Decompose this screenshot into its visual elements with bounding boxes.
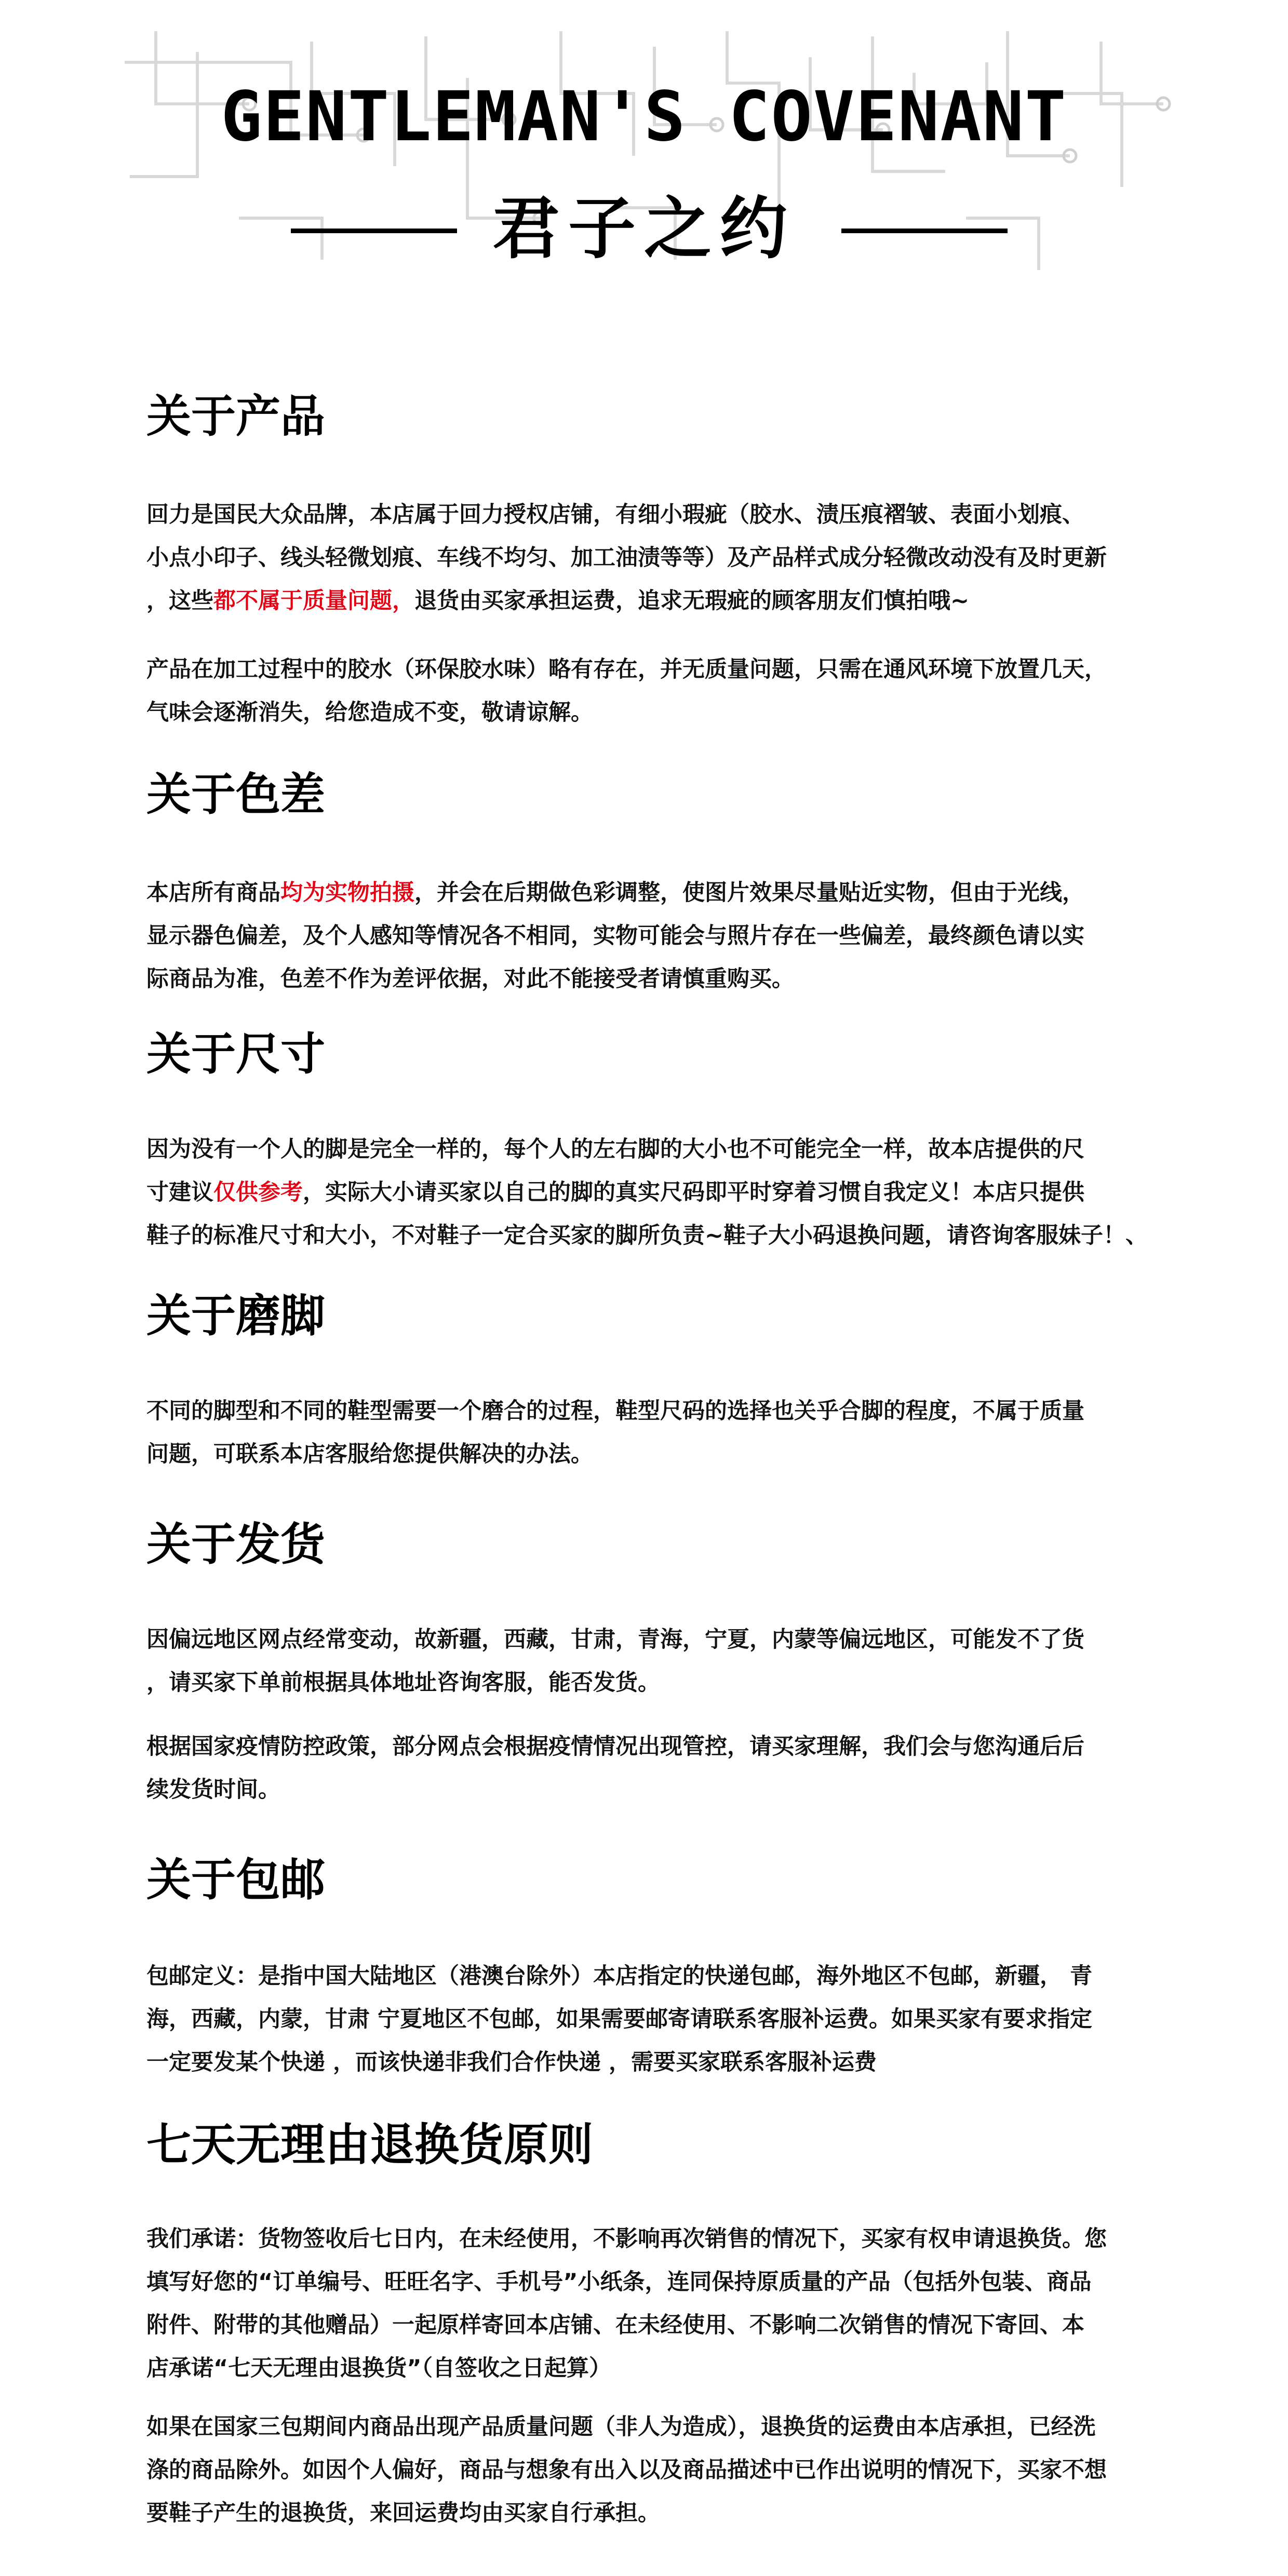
- text-line: 海，西藏，内蒙，甘肃 宁夏地区不包邮，如果需要邮寄请联系客服补运费。如果买家有要求指定: [146, 2006, 1092, 2032]
- text-line: ，请买家下单前根据具体地址咨询客服，能否发货。: [146, 1670, 660, 1696]
- heading-returns: 七天无理由退换货原则: [146, 2119, 593, 2171]
- paragraph-color: [146, 871, 1154, 1001]
- heading-shipping: 关于发货: [146, 1519, 325, 1571]
- text-segment: ，并会在后期做色彩调整，使图片效果尽量贴近实物，但由于光线，: [414, 880, 1084, 906]
- text-line: 小点小印子、线头轻微划痕、车线不均匀、加工油渍等等）及产品样式成分轻微改动没有及时更新: [146, 545, 1107, 571]
- page-subtitle: 君子之约: [492, 189, 796, 268]
- highlight-text: 仅供参考: [213, 1179, 303, 1205]
- text-line: 显示器色偏差，及个人感知等情况各不相同，实物可能会与照片存在一些偏差，最终颜色请以实: [146, 923, 1084, 949]
- page-title: GENTLEMAN'S COVENANT: [221, 77, 1067, 157]
- heading-product: 关于产品: [146, 391, 325, 442]
- text-line: 一定要发某个快递 ，而该快递非我们合作快递 ，需要买家联系客服补运费: [146, 2049, 877, 2075]
- text-line: 气味会逐渐消失，给您造成不变，敬请谅解。: [146, 700, 593, 726]
- text-line: 因为没有一个人的脚是完全一样的，每个人的左右脚的大小也不可能完全一样，故本店提供的尺: [146, 1136, 1084, 1162]
- text-line: 回力是国民大众品牌，本店属于回力授权店铺，有细小瑕疵（胶水、渍压痕褶皱、表面小划痕、: [146, 502, 1084, 528]
- paragraph-shipping-remote: [146, 1618, 1154, 1705]
- paragraph-shipping-epidemic: [146, 1725, 1154, 1812]
- highlight-text: 均为实物拍摄: [280, 880, 414, 906]
- text-line: [146, 580, 1154, 623]
- heading-size: 关于尺寸: [146, 1028, 325, 1080]
- text-line: 填写好您的“订单编号、旺旺名字、手机号”小纸条，连同保持原质量的产品（包括外包装、商品: [146, 2269, 1092, 2295]
- text-line: 产品在加工过程中的胶水（环保胶水味）略有存在，并无质量问题，只需在通风环境下放置几天，: [146, 656, 1107, 682]
- text-line: 际商品为准，色差不作为差评依据，对此不能接受者请慎重购买。: [146, 966, 794, 992]
- paragraph-product-quality: [146, 493, 1154, 623]
- text-line: 包邮定义：是指中国大陆地区（港澳台除外）本店指定的快递包邮，海外地区不包邮，新疆， 青: [146, 1963, 1092, 1989]
- heading-free-shipping: 关于包邮: [146, 1854, 325, 1906]
- text-line: 要鞋子产生的退换货，来回运费均由买家自行承担。: [146, 2500, 660, 2526]
- text-line: 续发货时间。: [146, 1777, 280, 1803]
- text-line: 我们承诺：货物签收后七日内，在未经使用，不影响再次销售的情况下，买家有权申请退换货。您: [146, 2226, 1107, 2252]
- text-segment: 本店所有商品: [146, 880, 280, 906]
- text-line: 店承诺“七天无理由退换货”（自签收之日起算）: [146, 2355, 612, 2381]
- text-line: 涤的商品除外。如因个人偏好，商品与想象有出入以及商品描述中已作出说明的情况下，买家不想: [146, 2457, 1107, 2483]
- subtitle-divider-right: [841, 229, 1008, 233]
- heading-color: 关于色差: [146, 769, 325, 821]
- paragraph-returns-promise: [146, 2218, 1154, 2390]
- text-line: [146, 871, 1154, 915]
- text-line: 不同的脚型和不同的鞋型需要一个磨合的过程，鞋型尺码的选择也关乎合脚的程度，不属于质量: [146, 1398, 1084, 1424]
- text-line: 附件、附带的其他赠品）一起原样寄回本店铺、在未经使用、不影响二次销售的情况下寄回、本: [146, 2312, 1084, 2338]
- text-line: 问题，可联系本店客服给您提供解决的办法。: [146, 1441, 593, 1467]
- paragraph-product-glue: [146, 648, 1154, 734]
- text-line: [146, 1171, 1154, 1214]
- text-segment: ，实际大小请买家以自己的脚的真实尺码即平时穿着习惯自我定义！本店只提供: [303, 1179, 1084, 1205]
- text-line: 如果在国家三包期间内商品出现产品质量问题（非人为造成），退换货的运费由本店承担，已经洗: [146, 2414, 1096, 2440]
- paragraph-free-shipping: [146, 1955, 1154, 2084]
- text-line: 因偏远地区网点经常变动，故新疆，西藏，甘肃，青海，宁夏，内蒙等偏远地区，可能发不了货: [146, 1627, 1084, 1653]
- heading-wear: 关于磨脚: [146, 1290, 325, 1342]
- highlight-text: 都不属于质量问题，: [213, 588, 414, 614]
- text-line: 鞋子的标准尺寸和大小，不对鞋子一定合买家的脚所负责~鞋子大小码退换问题，请咨询客服妹子！、: [146, 1223, 1148, 1249]
- paragraph-returns-quality: [146, 2406, 1154, 2535]
- text-line: 根据国家疫情防控政策，部分网点会根据疫情情况出现管控，请买家理解，我们会与您沟通后后: [146, 1734, 1084, 1760]
- paragraph-size: [146, 1128, 1154, 1257]
- paragraph-wear: [146, 1390, 1154, 1476]
- subtitle-row: [0, 187, 1288, 270]
- text-segment: ，这些: [146, 588, 213, 614]
- text-segment: 退货由买家承担运费，追求无瑕疵的顾客朋友们慎拍哦~: [414, 588, 970, 614]
- text-segment: 寸建议: [146, 1179, 213, 1205]
